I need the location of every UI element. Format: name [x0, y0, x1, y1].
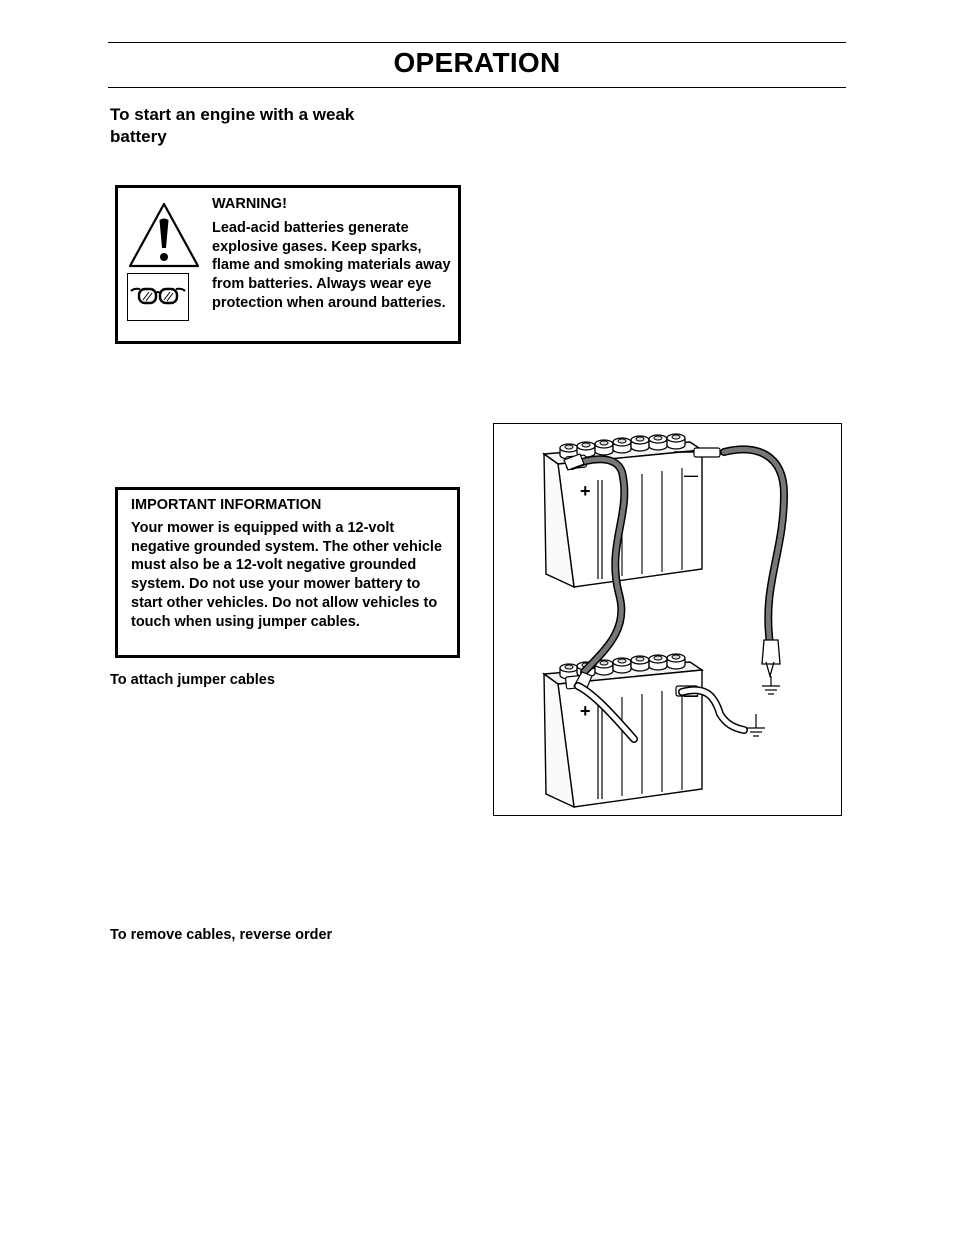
ground-symbol-icon [747, 714, 765, 736]
important-info-text [131, 496, 451, 632]
top-positive-mark: + [580, 481, 591, 501]
page-title: OPERATION [393, 47, 561, 78]
section-heading: To start an engine with a weak battery [110, 105, 355, 146]
title-underline [108, 87, 846, 88]
important-info-body: Your mower is equipped with a 12-volt negative grounded system. The other vehicle must also be a 12-volt negative grounded system. Do not use your mower battery to start other vehicles. Do not allow vehicles to touch when using jumper cables. [131, 519, 443, 630]
remove-cables-caption: To remove cables, reverse order [110, 927, 333, 943]
exclamation-triangle-icon [126, 200, 202, 270]
important-info-title: IMPORTANT INFORMATION [131, 497, 322, 513]
top-rule [108, 42, 846, 43]
warning-title: WARNING! [212, 196, 287, 212]
bottom-negative-mark: — [684, 687, 698, 703]
eye-protection-frame [127, 273, 189, 321]
important-info-box [115, 487, 460, 658]
top-negative-mark: — [684, 467, 698, 483]
attach-cables-caption: To attach jumper cables [110, 672, 275, 688]
jumper-cable-figure [493, 423, 842, 816]
negative-jumper-cable-icon [724, 449, 784, 682]
bottom-positive-mark: + [580, 701, 591, 721]
warning-text [212, 195, 452, 313]
ground-symbol-icon [762, 682, 780, 694]
warning-box [115, 185, 461, 344]
safety-glasses-icon [128, 274, 188, 320]
warning-body: Lead-acid batteries generate explosive gases. Keep sparks, flame and smoking materials away from batteries. Always wear eye protection when around batteries. [212, 219, 451, 311]
top-battery-icon [544, 434, 720, 587]
